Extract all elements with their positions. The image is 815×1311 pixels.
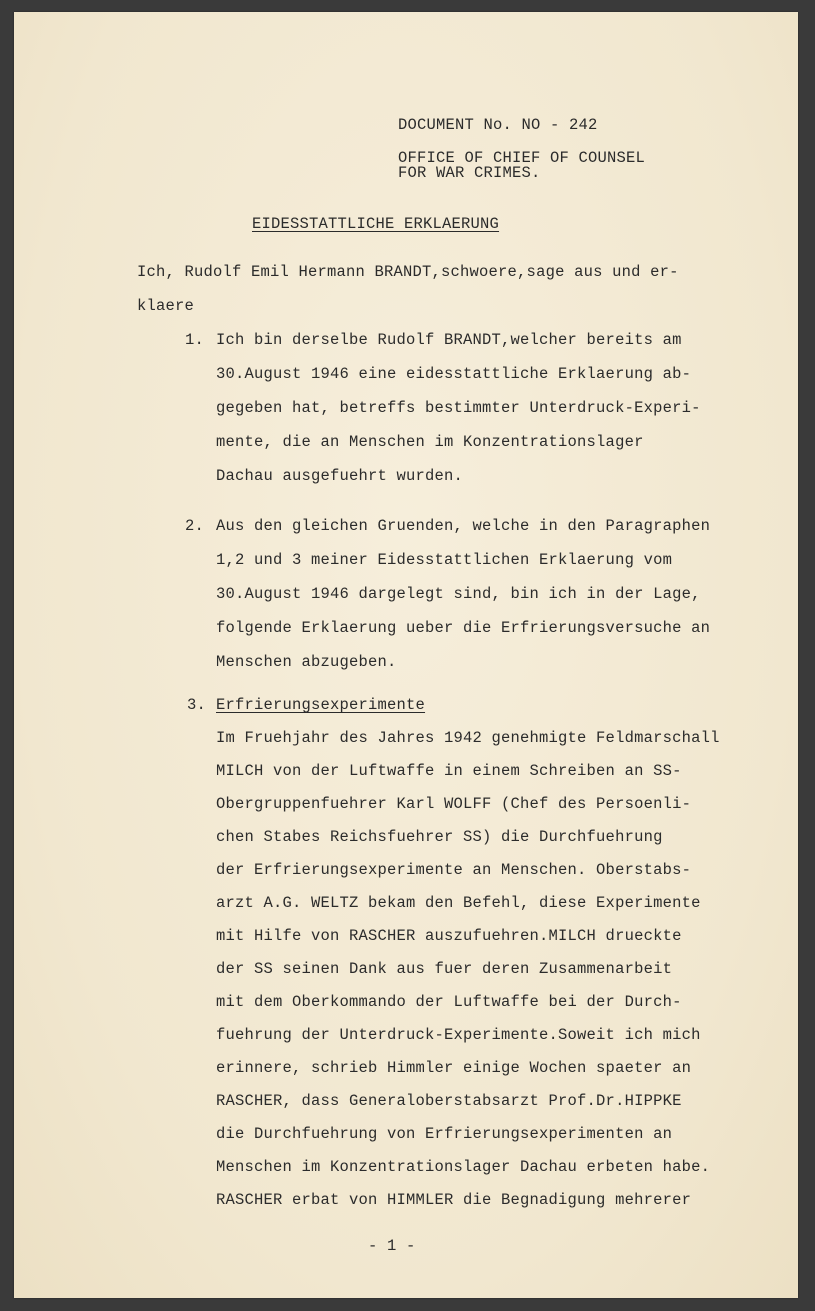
document-page (14, 12, 798, 1298)
paragraph-3-line: RASCHER, dass Generaloberstabsarzt Prof.Dr.HIPPKE (216, 1092, 682, 1110)
paragraph-1-line: gegeben hat, betreffs bestimmter Unterdruck-Experi- (216, 399, 701, 417)
paragraph-1-line: Ich bin derselbe Rudolf BRANDT,welcher bereits am (216, 331, 682, 349)
page-number: - 1 - (368, 1237, 416, 1255)
paragraph-1-number: 1. (185, 331, 205, 349)
paragraph-3-line: erinnere, schrieb Himmler einige Wochen spaeter an (216, 1059, 692, 1077)
paragraph-2-line: Menschen abzugeben. (216, 653, 397, 671)
paragraph-3-heading: Erfrierungsexperimente (216, 696, 426, 714)
paragraph-3-line: die Durchfuehrung von Erfrierungsexperimenten an (216, 1125, 673, 1143)
paragraph-1-line: 30.August 1946 eine eidesstattliche Erklaerung ab- (216, 365, 692, 383)
office-line-1: OFFICE OF CHIEF OF COUNSEL (398, 149, 646, 167)
intro-line: Ich, Rudolf Emil Hermann BRANDT,schwoere,sage aus und er- (137, 263, 679, 281)
document-title: EIDESSTATTLICHE ERKLAERUNG (252, 215, 500, 233)
office-line-2: FOR WAR CRIMES. (398, 164, 541, 182)
paragraph-3-line: der Erfrierungsexperimente an Menschen. Oberstabs- (216, 861, 692, 879)
paragraph-3-line: RASCHER erbat von HIMMLER die Begnadigung mehrerer (216, 1191, 692, 1209)
paragraph-2-line: 30.August 1946 dargelegt sind, bin ich in der Lage, (216, 585, 701, 603)
intro-line: klaere (137, 297, 195, 315)
paragraph-1-line: Dachau ausgefuehrt wurden. (216, 467, 464, 485)
paragraph-3-line: arzt A.G. WELTZ bekam den Befehl, diese Experimente (216, 894, 701, 912)
paragraph-3-line: Obergruppenfuehrer Karl WOLFF (Chef des Persoenli- (216, 795, 692, 813)
paragraph-3-line: chen Stabes Reichsfuehrer SS) die Durchfuehrung (216, 828, 663, 846)
paragraph-1-line: mente, die an Menschen im Konzentrationslager (216, 433, 644, 451)
paragraph-2-line: folgende Erklaerung ueber die Erfrierungsversuche an (216, 619, 711, 637)
paragraph-2-line: Aus den gleichen Gruenden, welche in den Paragraphen (216, 517, 711, 535)
paragraph-2-number: 2. (185, 517, 205, 535)
paragraph-3-line: mit dem Oberkommando der Luftwaffe bei der Durch- (216, 993, 682, 1011)
paragraph-3-line: Im Fruehjahr des Jahres 1942 genehmigte Feldmarschall (216, 729, 720, 747)
paragraph-3-line: mit Hilfe von RASCHER auszufuehren.MILCH drueckte (216, 927, 682, 945)
paragraph-3-line: fuehrung der Unterdruck-Experimente.Soweit ich mich (216, 1026, 701, 1044)
paragraph-3-number: 3. (187, 696, 207, 714)
paragraph-3-line: Menschen im Konzentrationslager Dachau erbeten habe. (216, 1158, 711, 1176)
paragraph-3-line: der SS seinen Dank aus fuer deren Zusammenarbeit (216, 960, 673, 978)
document-number: DOCUMENT No. NO - 242 (398, 116, 598, 134)
paragraph-3-line: MILCH von der Luftwaffe in einem Schreiben an SS- (216, 762, 682, 780)
paragraph-2-line: 1,2 und 3 meiner Eidesstattlichen Erklaerung vom (216, 551, 673, 569)
